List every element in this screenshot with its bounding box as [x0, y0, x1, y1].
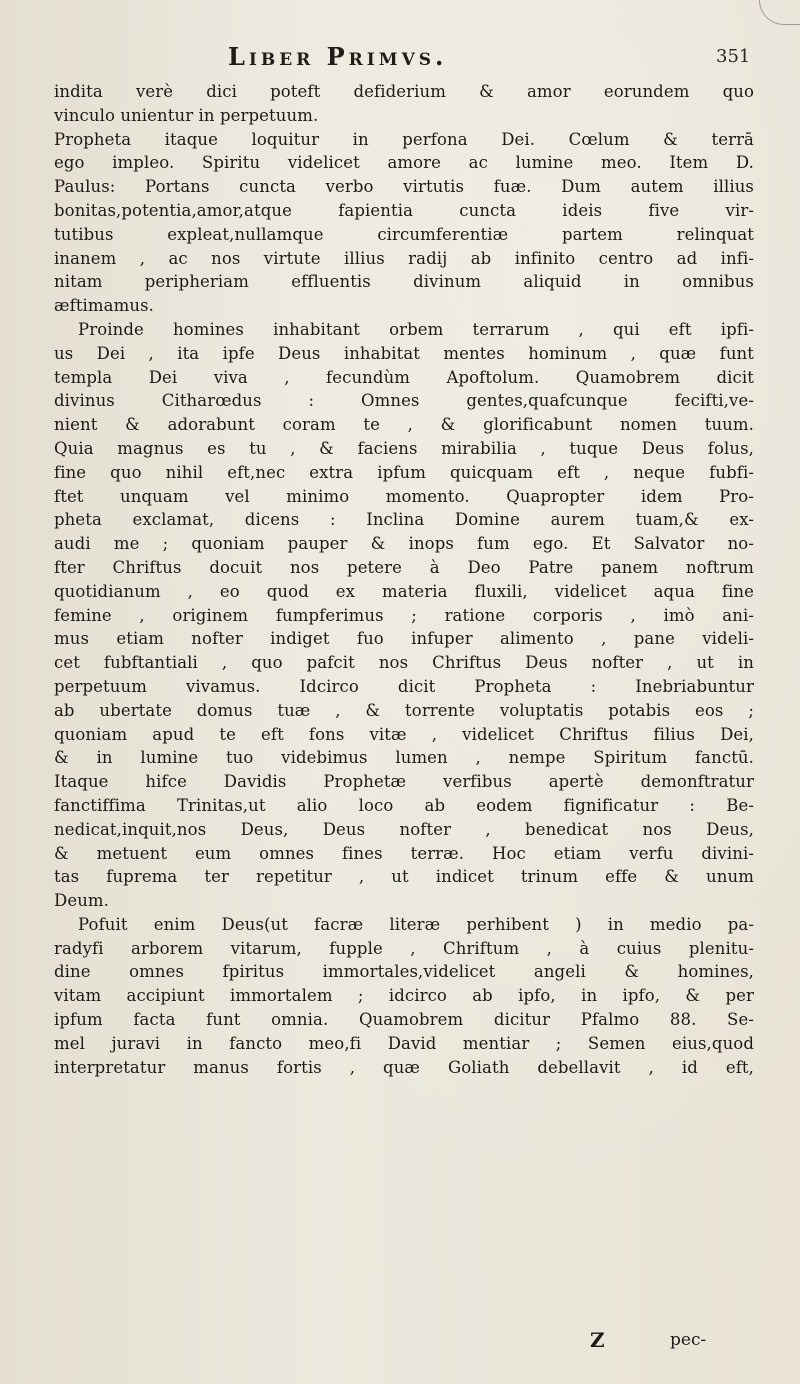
- text-line: femine , originem fumpferimus ; ratione corporis , imò ani-: [54, 605, 754, 625]
- text-line: fanctiffima Trinitas,ut alio loco ab eodem fignificatur : Be-: [54, 795, 754, 815]
- text-line: interpretatur manus fortis , quæ Goliath debellavit , id eft,: [54, 1057, 754, 1077]
- text-line: Itaque hifce Davidis Prophetæ verfibus apertè demonftratur: [54, 772, 754, 792]
- text-line: ftet unquam vel minimo momento. Quapropter idem Pro-: [54, 486, 754, 506]
- text-line: & in lumine tuo videbimus lumen , nempe Spiritum fanctū.: [54, 748, 754, 768]
- text-line: Proinde homines inhabitant orbem terrarum , qui eft ipfi-: [78, 319, 754, 339]
- body-text: [54, 80, 754, 1079]
- text-line: ab ubertate domus tuæ , & torrente voluptatis potabis eos ;: [54, 700, 754, 720]
- text-line: æftimamus.: [54, 296, 154, 316]
- text-line: divinus Citharœdus : Omnes gentes,quafcunque fecifti,ve-: [54, 391, 754, 411]
- running-head: [0, 42, 800, 82]
- text-line: bonitas,potentia,amor,atque fapientia cuncta ideis five vir-: [54, 200, 754, 220]
- text-line: fine quo nihil eft,nec extra ipfum quicquam eft , neque fubfi-: [54, 462, 754, 482]
- text-line: inanem , ac nos virtute illius radij ab infinito centro ad infi-: [54, 248, 754, 268]
- text-line: Propheta itaque loquitur in perfona Dei. Cœlum & terrā: [54, 129, 754, 149]
- text-line: quoniam apud te eft fons vitæ , videlicet Chriftus filius Dei,: [54, 724, 754, 744]
- text-line: nient & adorabunt coram te , & glorificabunt nomen tuum.: [54, 415, 754, 435]
- text-line: nedicat,inquit,nos Deus, Deus nofter , benedicat nos Deus,: [54, 819, 754, 839]
- text-line: dine omnes fpiritus immortales,videlicet angeli & homines,: [54, 962, 754, 982]
- text-line: mus etiam nofter indiget fuo infuper alimento , pane videli-: [54, 629, 754, 649]
- text-line: radyfi arborem vitarum, fupple , Chriftum , à cuius plenitu-: [54, 938, 754, 958]
- text-line: templa Dei viva , fecundùm Apoftolum. Quamobrem dicit: [54, 367, 754, 387]
- text-line: tutibus expleat,nullamque circumferentiæ partem relinquat: [54, 224, 754, 244]
- text-line: us Dei , ita ipfe Deus inhabitat mentes hominum , quæ funt: [54, 343, 754, 363]
- text-line: tas fuprema ter repetitur , ut indicet trinum effe & unum: [54, 867, 754, 887]
- text-line: fter Chriftus docuit nos petere à Deo Patre panem noftrum: [54, 557, 754, 577]
- signature-mark: Z: [590, 1328, 605, 1352]
- text-line: indita verè dici poteft defiderium & amor eorundem quo: [54, 82, 754, 101]
- text-line: vitam accipiunt immortalem ; idcirco ab ipfo, in ipfo, & per: [54, 986, 754, 1006]
- catchword: pec-: [670, 1330, 707, 1350]
- text-line: vinculo unientur in perpetuum.: [54, 105, 319, 125]
- text-line: cet fubftantiali , quo pafcit nos Chriftus Deus nofter , ut in: [54, 653, 754, 673]
- text-line: mel juravi in fancto meo,fi David mentiar ; Semen eius,quod: [54, 1033, 754, 1053]
- text-line: perpetuum vivamus. Idcirco dicit Propheta : Inebriabuntur: [54, 676, 754, 696]
- text-line: Deum.: [54, 891, 110, 911]
- text-line: Paulus: Portans cuncta verbo virtutis fuæ. Dum autem illius: [54, 177, 754, 197]
- text-line: pheta exclamat, dicens : Inclina Domine aurem tuam,& ex-: [54, 510, 754, 530]
- text-line: nitam peripheriam effluentis divinum aliquid in omnibus: [54, 272, 754, 292]
- text-line: Quia magnus es tu , & faciens mirabilia , tuque Deus folus,: [54, 438, 754, 458]
- page-number: 351: [716, 46, 751, 67]
- text-line: quotidianum , eo quod ex materia fluxili, videlicet aqua fine: [54, 581, 754, 601]
- text-line: audi me ; quoniam pauper & inops fum ego. Et Salvator no-: [54, 534, 754, 554]
- text-line: ipfum facta funt omnia. Quamobrem dicitur Pfalmo 88. Se-: [54, 1010, 754, 1030]
- text-line: Pofuit enim Deus(ut facræ literæ perhibent ) in medio pa-: [78, 914, 754, 934]
- text-line: ego impleo. Spiritu videlicet amore ac lumine meo. Item D.: [54, 153, 754, 173]
- page-footer: [540, 1328, 760, 1358]
- running-title: Liber Primvs.: [228, 42, 448, 71]
- text-line: & metuent eum omnes fines terræ. Hoc etiam verfu divini-: [54, 843, 754, 863]
- page-corner-fold: [759, 0, 800, 25]
